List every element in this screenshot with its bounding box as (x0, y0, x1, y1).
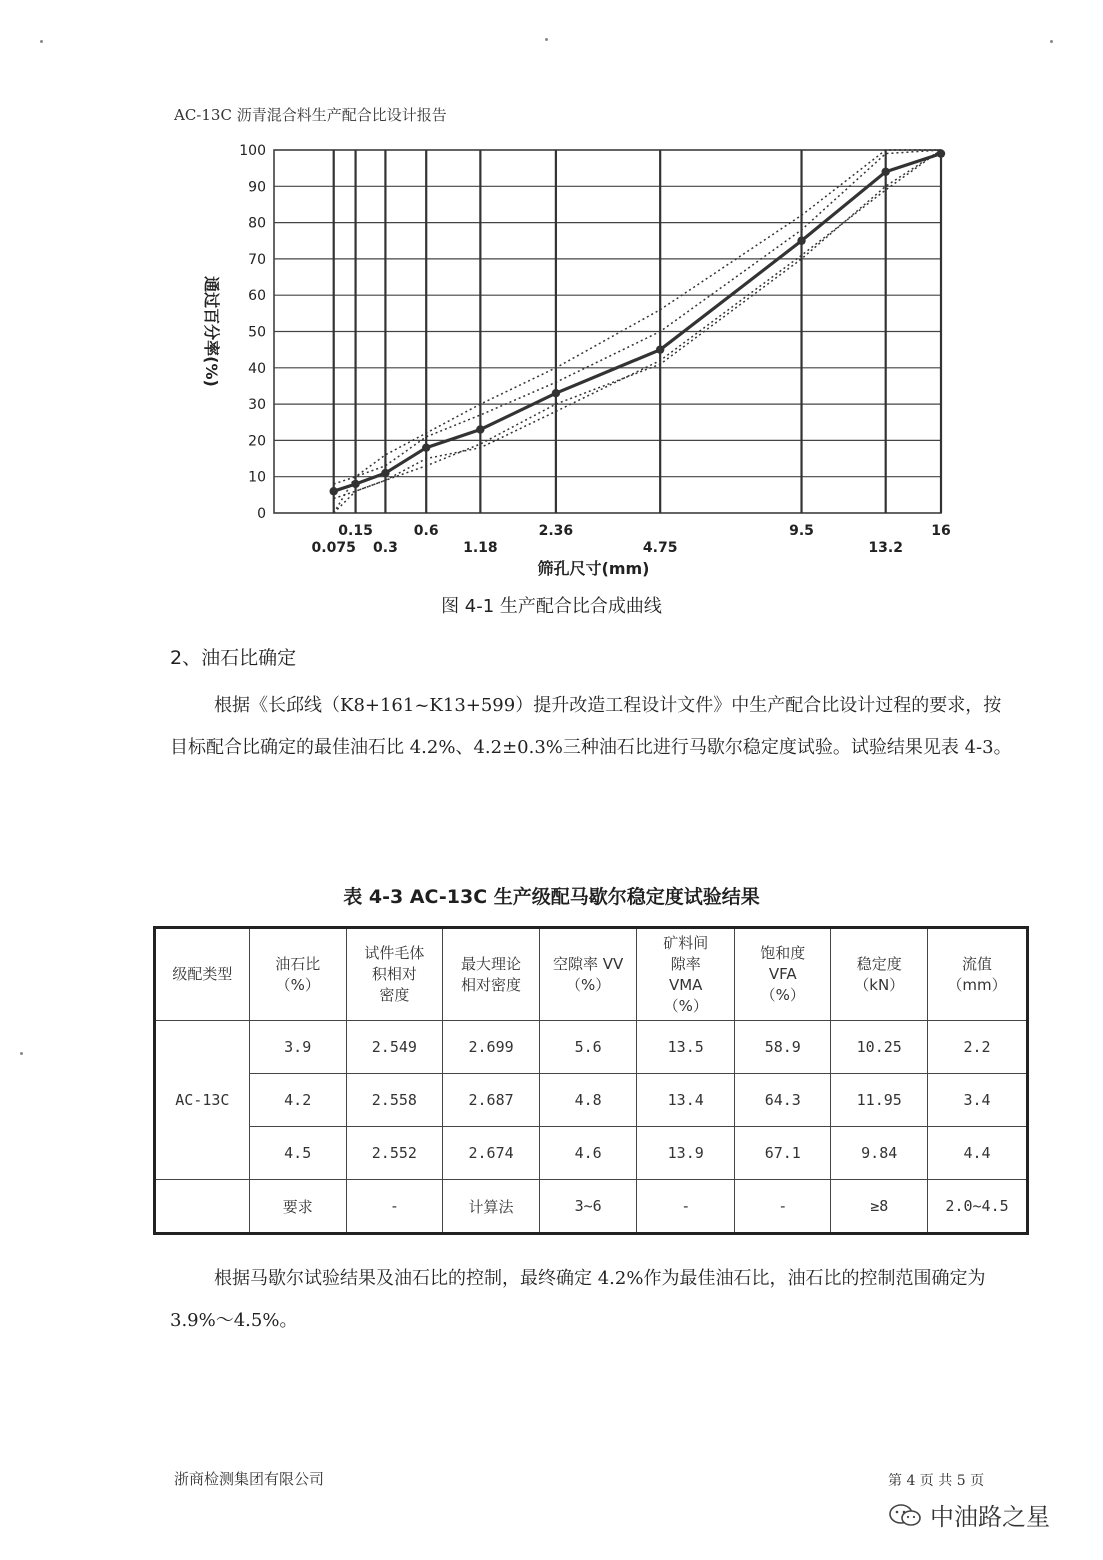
header-text: VFA (768, 965, 797, 983)
header-cell (735, 928, 831, 1021)
table-cell: 2.2 (928, 1021, 1028, 1074)
x-tick-label: 16 (931, 523, 951, 539)
x-tick-label: 0.3 (373, 540, 398, 556)
data-point-marker (351, 480, 359, 488)
table-cell: 2.558 (346, 1074, 442, 1127)
scan-speck (1050, 40, 1053, 43)
header-text: 稳定度 (856, 954, 902, 973)
table-cell: 5.6 (540, 1021, 637, 1074)
footer-page-info: 第 4 页 共 5 页 (888, 1473, 985, 1489)
y-tick-label: 40 (248, 360, 266, 377)
data-point-marker (797, 237, 805, 245)
table-cell: 10.25 (831, 1021, 928, 1074)
header-cell (442, 928, 539, 1021)
table-cell: 13.9 (637, 1127, 735, 1180)
table-cell: - (346, 1180, 442, 1234)
table-cell: 9.84 (831, 1127, 928, 1180)
y-tick-label: 100 (239, 143, 266, 159)
y-tick-label: 50 (248, 324, 266, 341)
table-cell: 3.4 (928, 1074, 1028, 1127)
header-text: （kN） (854, 975, 905, 994)
header-text: 最大理论 (461, 954, 522, 973)
table-cell: 要求 (249, 1180, 346, 1234)
header-text: 级配类型 (172, 965, 233, 983)
y-tick-label: 30 (248, 397, 266, 414)
y-tick-label: 70 (248, 251, 266, 268)
header-text: （%） (663, 996, 708, 1015)
table-cell: 3.9 (249, 1021, 346, 1074)
table-cell: - (637, 1180, 735, 1234)
header-cell (155, 928, 250, 1021)
table-cell: 2.549 (346, 1021, 442, 1074)
paragraph-2-text: 根据马歇尔试验结果及油石比的控制，最终确定 4.2%作为最佳油石比，油石比的控制范围确定为 3.9%～4.5%。 (170, 1268, 986, 1331)
header-text: （%） (760, 986, 805, 1004)
scan-speck (20, 1052, 23, 1055)
x-tick-label: 1.18 (463, 540, 498, 556)
header-cell (540, 928, 637, 1021)
header-text: 相对密度 (461, 975, 522, 994)
x-tick-label: 4.75 (642, 540, 678, 556)
y-tick-label: 60 (248, 288, 266, 305)
header-text: 积相对 (371, 965, 417, 983)
scan-speck (545, 38, 548, 41)
x-tick-label: 2.36 (538, 523, 574, 539)
chat-bubble-icon (888, 1503, 922, 1527)
x-tick-label: 13.2 (868, 540, 903, 556)
header-text: VMA (668, 975, 703, 994)
table-cell: 58.9 (735, 1021, 831, 1074)
table-title: 表 4-3 AC-13C 生产级配马歇尔稳定度试验结果 (343, 886, 760, 908)
data-point-marker (552, 389, 560, 397)
table-cell: 64.3 (735, 1074, 831, 1127)
data-point-marker (476, 425, 484, 433)
data-point-marker (422, 443, 430, 451)
x-tick-label: 0.6 (413, 523, 439, 539)
table-cell: - (735, 1180, 831, 1234)
watermark (888, 1497, 1050, 1532)
header-cell (831, 928, 928, 1021)
y-axis-label: 通过百分率(%) (202, 276, 221, 387)
table-body (155, 1021, 1028, 1234)
table-cell: 2.0~4.5 (928, 1180, 1028, 1234)
data-point-marker (881, 168, 889, 176)
table-cell: ≥8 (831, 1180, 928, 1234)
table-cell: 4.8 (540, 1074, 637, 1127)
y-tick-label: 20 (248, 433, 266, 450)
header-cell (249, 928, 346, 1021)
gradation-type-cell: AC-13C (155, 1021, 250, 1180)
report-header: AC-13C 沥青混合料生产配合比设计报告 (174, 106, 447, 124)
table-cell: 13.5 (637, 1021, 735, 1074)
table-cell: 4.6 (540, 1127, 637, 1180)
y-tick-label: 80 (248, 215, 266, 232)
gradation-chart (180, 138, 980, 588)
table-cell: 2.699 (442, 1021, 539, 1074)
header-text: 密度 (379, 986, 410, 1004)
table-row (155, 1021, 1028, 1074)
header-text: 试件毛体 (364, 944, 425, 962)
header-text: 空隙率 VV (553, 954, 624, 973)
header-text: （%） (566, 975, 611, 994)
x-tick-label: 0.075 (311, 540, 356, 556)
table-cell: 4.4 (928, 1127, 1028, 1180)
y-tick-label: 10 (248, 469, 266, 486)
table-cell: 13.4 (637, 1074, 735, 1127)
header-cell (637, 928, 735, 1021)
figure-caption: 图 4-1 生产配合比合成曲线 (441, 596, 662, 617)
table-cell: 2.674 (442, 1127, 539, 1180)
table-cell: 67.1 (735, 1127, 831, 1180)
header-cell (346, 928, 442, 1021)
paragraph-1 (170, 685, 1012, 769)
section-heading: 2、油石比确定 (170, 647, 297, 669)
table-cell: 11.95 (831, 1074, 928, 1127)
header-text: （%） (275, 975, 320, 994)
y-tick-label: 0 (257, 506, 266, 522)
header-text: （mm） (947, 975, 1007, 994)
marshall-results-table (153, 926, 1029, 1235)
data-point-marker (381, 469, 389, 477)
empty-cell (155, 1180, 250, 1234)
x-tick-label: 9.5 (789, 523, 814, 539)
table-cell: 4.5 (249, 1127, 346, 1180)
header-text: 流值 (962, 954, 993, 973)
paragraph-1-text: 根据《长邱线（K8+161~K13+599）提升改造工程设计文件》中生产配合比设计过程的要求，按目标配合比确定的最佳油石比 4.2%、4.2±0.3%三种油石比进行马歇尔稳定度试验。试验结果见表 4-3。 (170, 695, 1012, 758)
header-cell (928, 928, 1028, 1021)
table-cell: 计算法 (442, 1180, 539, 1234)
table-cell: 2.687 (442, 1074, 539, 1127)
watermark-text: 中油路之星 (930, 1503, 1050, 1531)
data-point-marker (330, 487, 338, 495)
table-header-row (155, 928, 1028, 1021)
table-row (155, 1127, 1028, 1180)
scan-speck (40, 40, 43, 43)
table-row (155, 1180, 1028, 1234)
table-cell: 2.552 (346, 1127, 442, 1180)
y-tick-label: 90 (248, 179, 266, 196)
header-text: 矿料间 (663, 933, 709, 952)
header-text: 隙率 (670, 954, 701, 973)
header-text: 油石比 (275, 954, 321, 973)
header-text: 饱和度 (760, 944, 806, 962)
table-cell: 3~6 (540, 1180, 637, 1234)
footer-company: 浙商检测集团有限公司 (174, 1470, 325, 1488)
table-cell: 4.2 (249, 1074, 346, 1127)
x-axis-label: 筛孔尺寸(mm) (537, 559, 650, 578)
paragraph-2 (170, 1258, 1012, 1342)
x-tick-label: 0.15 (338, 523, 373, 539)
table-row (155, 1074, 1028, 1127)
data-point-marker (656, 345, 664, 353)
